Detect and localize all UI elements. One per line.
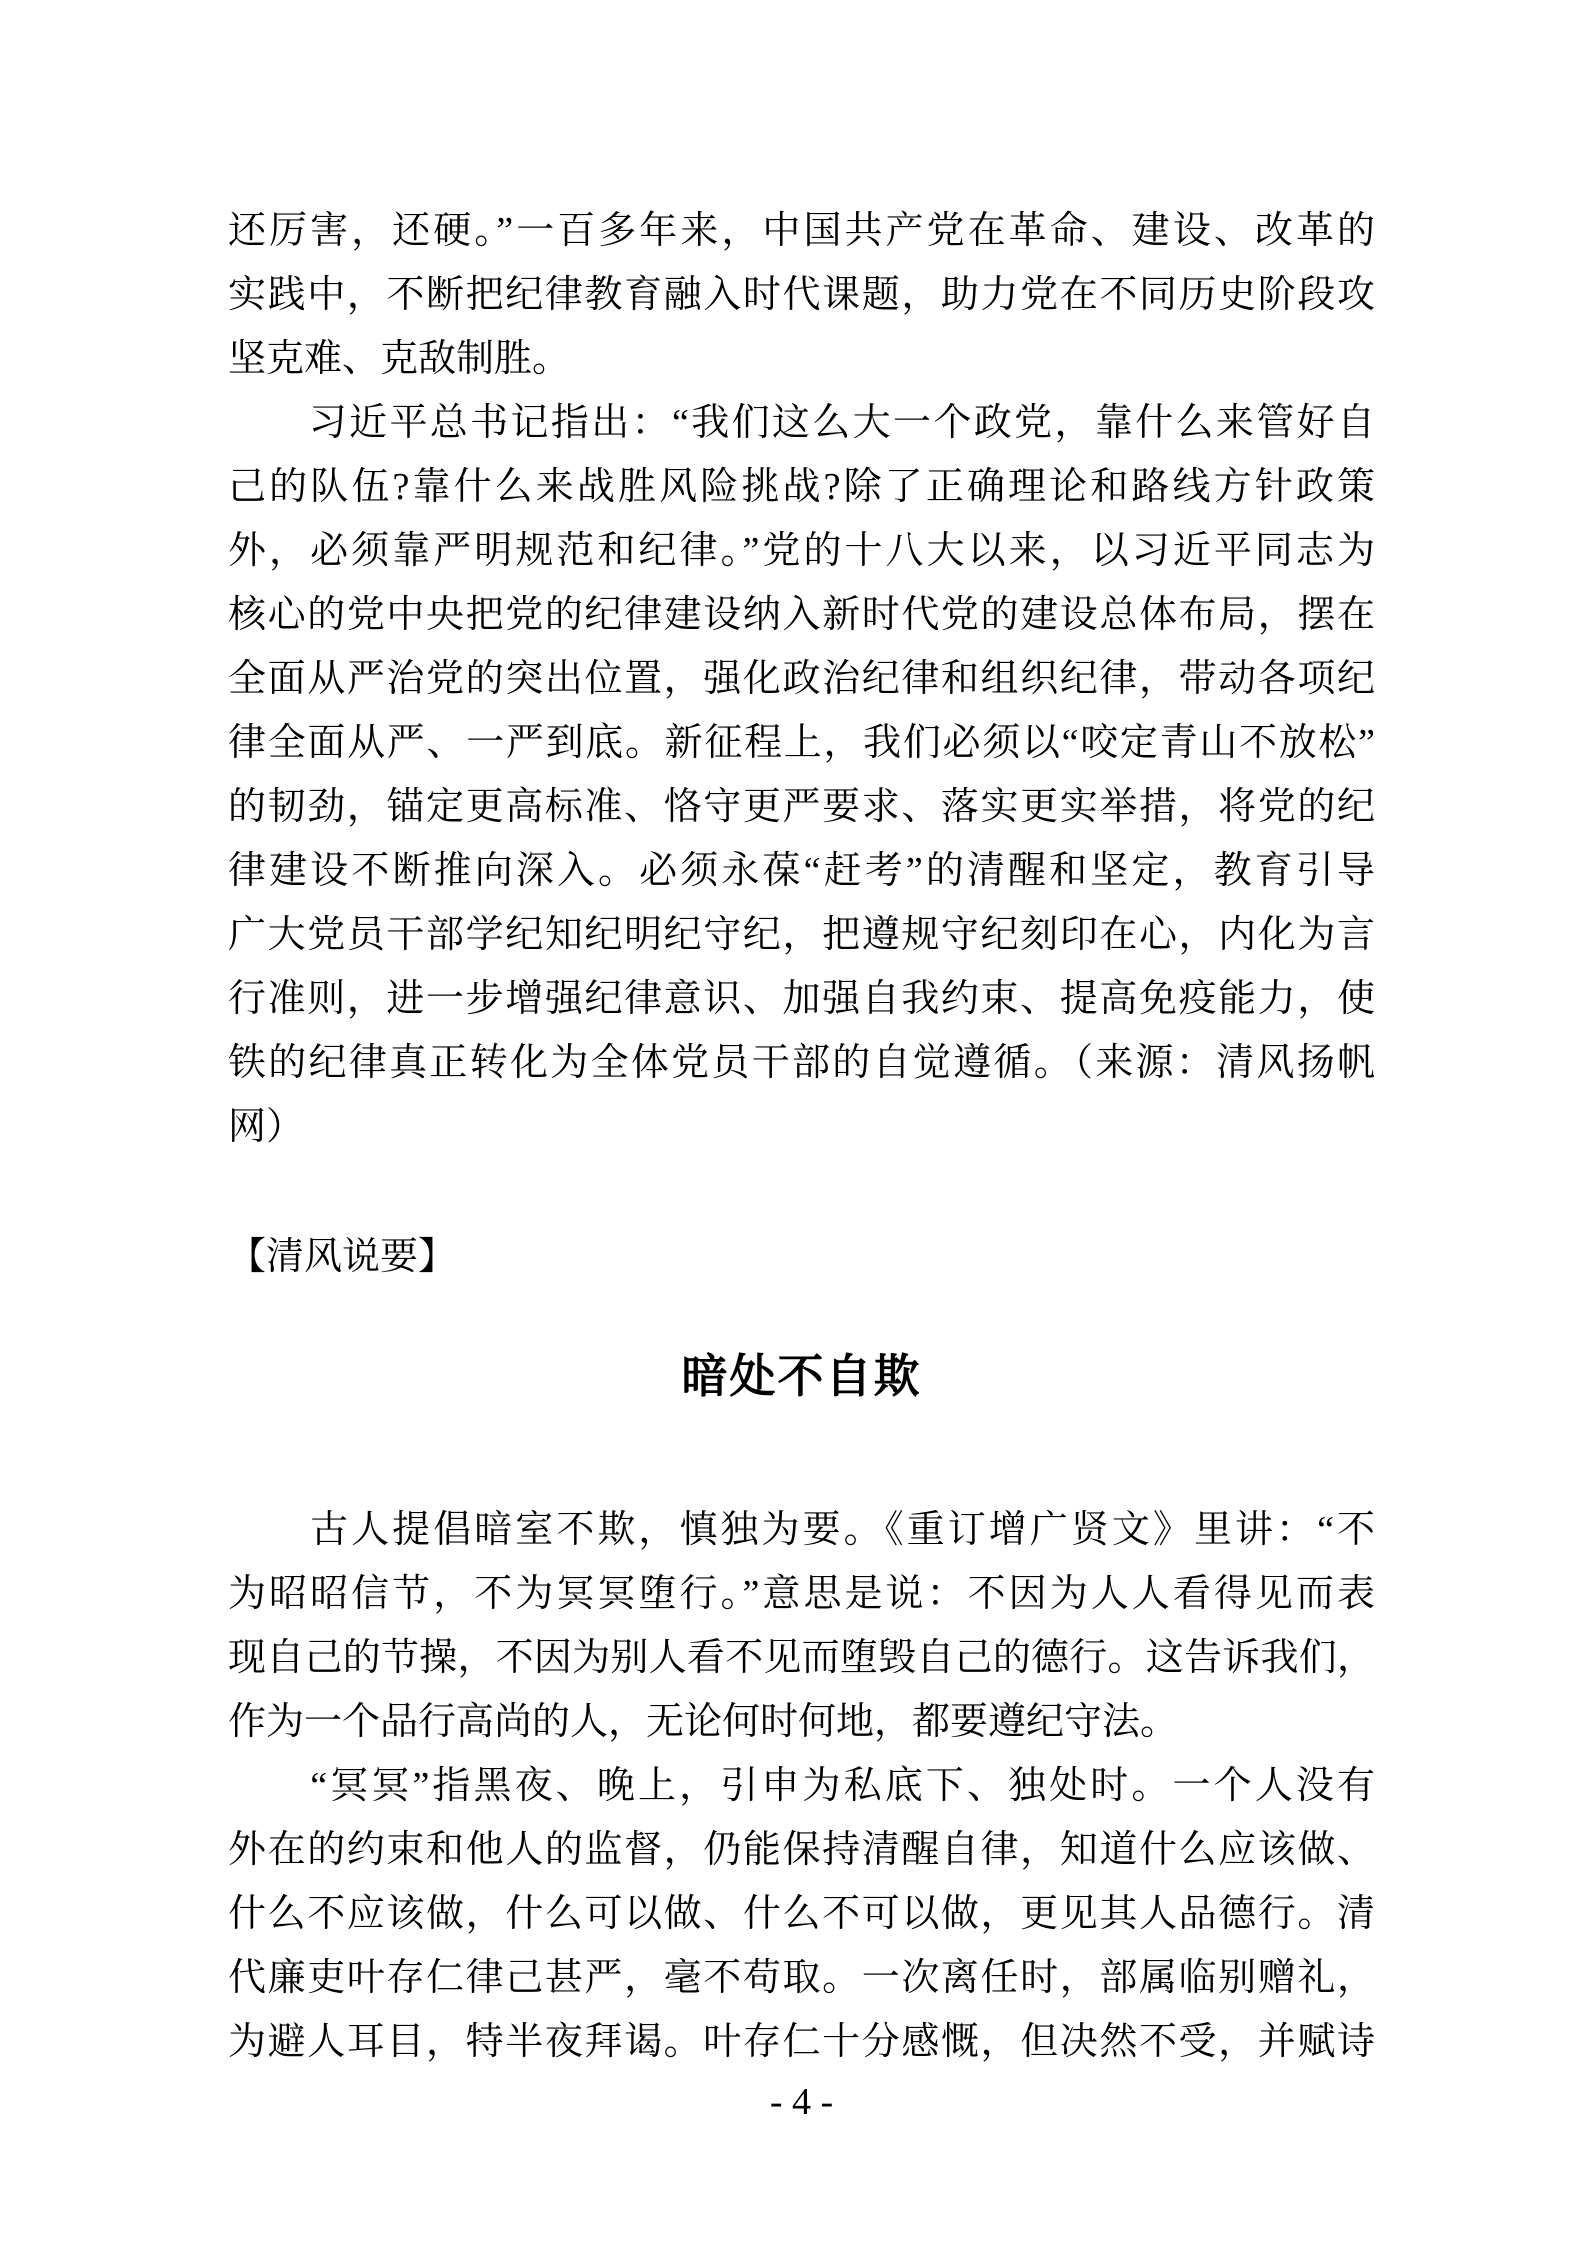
blank-line <box>228 1409 1375 1498</box>
text-line: 还厉害，还硬。”一百多年来，中国共产党在革命、建设、改革的 <box>228 210 1375 252</box>
text-line: “冥冥”指黑夜、晚上，引申为私底下、独处时。一个人没有 <box>228 1765 1375 1807</box>
text-line: 为昭昭信节，不为冥冥堕行。”意思是说：不因为人人看得见而表 <box>228 1573 1375 1615</box>
paragraph-essay-1 <box>228 1498 1375 1754</box>
text-line: 现自己的节操，不因为别人看不见而堕毁自己的德行。这告诉我们， <box>228 1637 1375 1679</box>
essay-title: 暗处不自欺 <box>681 1351 922 1402</box>
text-line: 律建设不断推向深入。必须永葆“赶考”的清醒和坚定，教育引导 <box>228 850 1375 892</box>
paragraph-discipline <box>228 391 1375 1159</box>
text-line: 网） <box>228 1106 305 1148</box>
blank-line <box>228 1289 1375 1345</box>
text-line: 习近平总书记指出：“我们这么大一个政党，靠什么来管好自 <box>228 402 1375 444</box>
document-body <box>228 199 1375 2074</box>
text-line: 己的队伍?靠什么来战胜风险挑战?除了正确理论和路线方针政策 <box>228 466 1375 508</box>
text-line: 外在的约束和他人的监督，仍能保持清醒自律，知道什么应该做、 <box>228 1829 1375 1871</box>
blank-line <box>228 1159 1375 1225</box>
section-header: 【清风说要】 <box>228 1236 457 1278</box>
paragraph-continued <box>228 199 1375 391</box>
text-line: 核心的党中央把党的纪律建设纳入新时代党的建设总体布局，摆在 <box>228 594 1375 636</box>
text-line: 铁的纪律真正转化为全体党员干部的自觉遵循。（来源：清风扬帆 <box>228 1042 1375 1084</box>
text-line: 外，必须靠严明规范和纪律。”党的十八大以来，以习近平同志为 <box>228 530 1375 572</box>
text-line: 代廉吏叶存仁律己甚严，毫不苟取。一次离任时，部属临别赠礼， <box>228 1957 1375 1999</box>
text-line: 坚克难、克敌制胜。 <box>228 338 571 380</box>
text-line: 全面从严治党的突出位置，强化政治纪律和组织纪律，带动各项纪 <box>228 658 1375 700</box>
page-number: - 4 - <box>769 2081 834 2123</box>
paragraph-essay-2 <box>228 1754 1375 2074</box>
text-line: 的韧劲，锚定更高标准、恪守更严要求、落实更实举措，将党的纪 <box>228 786 1375 828</box>
text-line: 实践中，不断把纪律教育融入时代课题，助力党在不同历史阶段攻 <box>228 274 1375 316</box>
text-line: 为避人耳目，特半夜拜谒。叶存仁十分感慨，但决然不受，并赋诗 <box>228 2021 1375 2063</box>
text-line: 律全面从严、一严到底。新征程上，我们必须以“咬定青山不放松” <box>228 722 1375 764</box>
text-line: 古人提倡暗室不欺，慎独为要。《重订增广贤文》里讲：“不 <box>228 1509 1375 1551</box>
text-line: 行准则，进一步增强纪律意识、加强自我约束、提高免疫能力，使 <box>228 978 1375 1020</box>
text-line: 什么不应该做，什么可以做、什么不可以做，更见其人品德行。清 <box>228 1893 1375 1935</box>
text-line: 作为一个品行高尚的人，无论何时何地，都要遵纪守法。 <box>228 1701 1179 1743</box>
text-line: 广大党员干部学纪知纪明纪守纪，把遵规守纪刻印在心，内化为言 <box>228 914 1375 956</box>
